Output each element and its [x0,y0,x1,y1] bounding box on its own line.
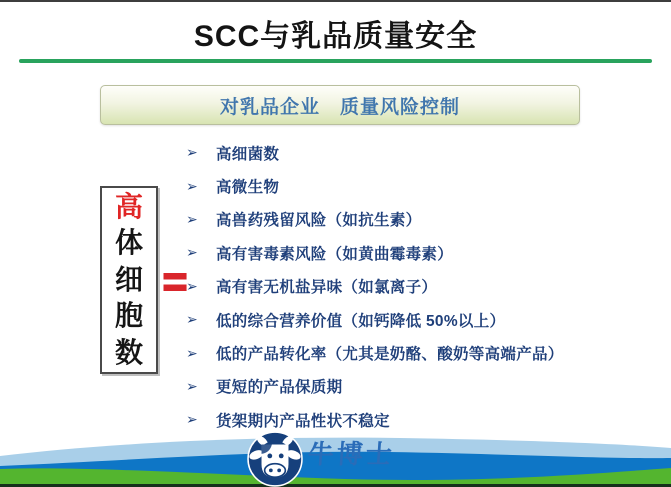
list-item [186,169,606,202]
term-char: 胞 [114,300,143,332]
section-banner-label: 对乳品企业 质量风险控制 [219,96,460,118]
arrow-bullet-icon: ➢ [186,311,198,328]
list-item-text: 低的产品转化率（尤其是奶酪、酸奶等高端产品） [216,346,564,364]
list-item [186,236,606,269]
arrow-bullet-icon: ➢ [186,411,198,428]
slide-title: SCC与乳品质量安全 [193,20,478,53]
arrow-bullet-icon: ➢ [186,144,198,161]
term-char: 细 [114,263,143,295]
list-item-text: 高有害毒素风险（如黄曲霉毒素） [216,245,454,263]
arrow-bullet-icon: ➢ [186,344,198,361]
cow-logo-icon [247,431,303,487]
arrow-bullet-icon: ➢ [186,377,198,394]
equals-sign: = [162,258,188,305]
brand-name: 牛博士 [306,439,396,469]
arrow-bullet-icon: ➢ [186,277,198,294]
term-char: 体 [114,227,143,259]
list-item-text: 高兽药残留风险（如抗生素） [216,212,422,230]
section-banner [100,85,580,125]
list-item [186,303,606,336]
list-item [186,136,606,169]
list-item [186,336,606,369]
term-char-high: 高 [114,190,143,222]
list-item-text: 高有害无机盐异味（如氯离子） [216,279,438,297]
list-item-text: 货架期内产品性状不稳定 [216,412,390,430]
list-item-text: 高微生物 [216,179,280,197]
arrow-bullet-icon: ➢ [186,210,198,227]
arrow-bullet-icon: ➢ [186,244,198,261]
title-divider-line [19,59,652,63]
term-char: 数 [114,336,143,368]
high-scc-term-box [100,186,158,374]
list-item [186,270,606,303]
bullet-list [186,136,606,437]
footer-wave-banner [0,433,671,487]
arrow-bullet-icon: ➢ [186,177,198,194]
list-item-text: 高细菌数 [216,145,280,163]
list-item [186,370,606,403]
list-item-text: 更短的产品保质期 [216,379,343,397]
slide-top-edge [0,0,671,2]
list-item-text: 低的综合营养价值（如钙降低 50%以上） [216,312,506,330]
list-item [186,203,606,236]
